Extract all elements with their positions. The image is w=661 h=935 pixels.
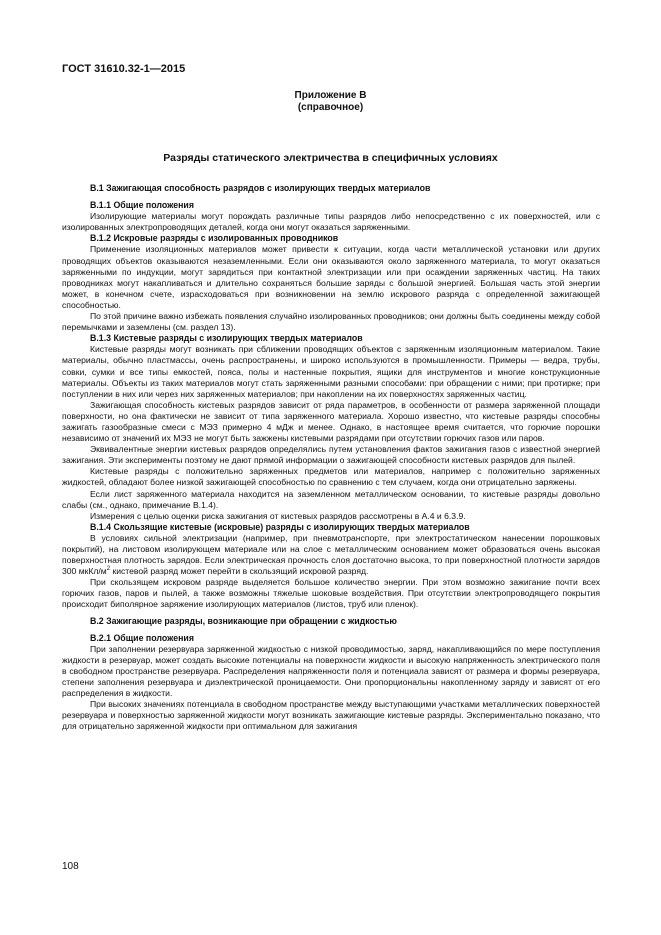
section-title: Разряды статического электричества в специфичных условиях — [163, 152, 498, 164]
paragraph — [62, 533, 600, 577]
paragraph: Измерения с целью оценки риска зажигания от кистевых разрядов рассмотрены в А.4 и 6.3.9. — [90, 510, 466, 521]
heading-b2: В.2 Зажигающие разряды, возникающие при обращении с жидкостью — [90, 615, 397, 626]
superscript: 2 — [106, 566, 111, 573]
document-id: ГОСТ 31610.32-1—2015 — [62, 63, 186, 75]
text-run: В условиях сильной электризации (например, при пневмотранспорте, при электростатическом нанесении порошковых покрытий), на листовом изолирующем материале или на слое с металлическим основанием может образоваться очень высокая поверхностная плотность зарядов. Если электрическая прочность слоя достаточно высока, то при поверхностной плотности зарядов 300 мкКл/м — [62, 532, 600, 577]
heading-b2-1: В.2.1 Общие положения — [90, 632, 194, 643]
annex-subtitle: (справочное) — [297, 102, 364, 113]
paragraph: При высоких значениях потенциала в свободном пространстве между выступающими участками металлических поверхностей резервуара и поверхностью заряженной жидкости могут возникать зажигающие кистевые разряды. Экспериментально показано, что для отрицательно заряженной жидкости при оптимальном для зажигания — [62, 699, 600, 732]
paragraph: По этой причине важно избежать появления случайно изолированных проводников; они должны быть соединены между собой перемычками и заземлены (см. раздел 13). — [62, 311, 600, 333]
heading-b1-2: В.1.2 Искровые разряды с изолированных проводников — [90, 233, 339, 244]
paragraph: Кистевые разряды с положительно заряженных предметов или материалов, например с положительно заряженных жидкостей, обладают более низкой зажигающей способностью по сравнению с тем случаем, когда они отрицательно заряжены. — [62, 466, 600, 488]
paragraph: Кистевые разряды могут возникать при сближении проводящих объектов с заряженным изоляционным материалом. Такие материалы, обычно пластмассы, очень распространены, и широко используются в промышленности. Примеры — ведра, трубы, совки, сумки и все типы емкостей, пояса, полы и настенные покрытия, ящики для инструментов и многие конструкционные материалы. Объекты из таких материалов могут стать заряженными разными способами: при обращении с ними; при протирке; при поступлении в них или через них заряженных материалов; при накоплении на их поверхностях заряженных частиц. — [62, 344, 600, 399]
text-run: кистевой разряд может перейти в скользящий искровой разряд. — [110, 566, 369, 577]
paragraph: При скользящем искровом разряде выделяется большое количество энергии. При этом возможно зажигание почти всех горючих газов, паров и пылей, а также возможны тяжелые шоковые воздействия. При отсутствии электропроводящего покрытия происходит биполярное заряжение изолирующих материалов (листов, труб или пленок). — [62, 577, 600, 610]
heading-b1: В.1 Зажигающая способность разрядов с изолирующих твердых материалов — [90, 183, 431, 193]
annex-title: Приложение В — [294, 90, 367, 101]
page-number: 108 — [62, 861, 79, 872]
document-body — [62, 183, 600, 733]
heading-b1-4: В.1.4 Скользящие кистевые (искровые) разряды с изолирующих твердых материалов — [90, 521, 470, 532]
paragraph: При заполнении резервуара заряженной жидкостью с низкой проводимостью, заряд, накапливающийся по мере поступления жидкости в резервуар, может создать высокие потенциалы на поверхности жидкости и высокую напряженность электрического поля в свободном пространстве резервуара. Распределения напряженности поля и потенциала зависят от размера и формы резервуара, степени заполнения резервуара и диэлектрической проницаемости. Они пропорциональны накопленному заряду и зависят от его распределения в жидкости. — [62, 643, 600, 699]
paragraph: Эквивалентные энергии кистевых разрядов определялись путем установления фактов зажигания газов с известной энергией зажигания. Эти эксперименты поэтому не дают прямой информации о зажигающей способности кистевых разрядов для пылей. — [62, 444, 600, 466]
annex-heading — [0, 90, 661, 114]
heading-b1-1: В.1.1 Общие положения — [90, 200, 194, 211]
paragraph: Зажигающая способность кистевых разрядов зависит от ряда параметров, в особенности от размера заряженной площади поверхности, но она фактически не зависит от типа заряженного материала. Хорошо известно, что кистевые разряды способны зажигать газообразные смеси с МЭЗ примерно 4 мДж и менее. Однако, в настоящее время считается, что горючие порошки независимо от значений их МЭЗ не могут быть зажжены кистевыми разрядами при отсутствии горючих газов или паров. — [62, 399, 600, 444]
paragraph: Применение изоляционных материалов может привести к ситуации, когда части металлической установки или других проводящих объектов оказываются незаземленными. Если они оказываются около заряженного материала, то могут оказаться заряженными по индукции, могут зарядиться при контактной электризации или при осаждении заряженных частиц. На таких проводниках могут накапливаться и длительно сохраняться большие заряды с большой энергией. Большая часть этой энергии может, в конечном счете, израсходоваться при возникновении на землю искрового разряда с определенной зажигающей способностью. — [62, 244, 600, 310]
paragraph: Изолирующие материалы могут порождать различные типы разрядов либо непосредственно с их поверхностей, или с изолированных электропроводящих деталей, когда они могут оказаться заряженными. — [62, 211, 600, 233]
heading-b1-3: В.1.3 Кистевые разряды с изолирующих твердых материалов — [90, 333, 363, 344]
paragraph: Если лист заряженного материала находится на заземленном металлическом основании, то кистевые разряды довольно слабы (см., однако, примечание В.1.4). — [62, 488, 600, 510]
